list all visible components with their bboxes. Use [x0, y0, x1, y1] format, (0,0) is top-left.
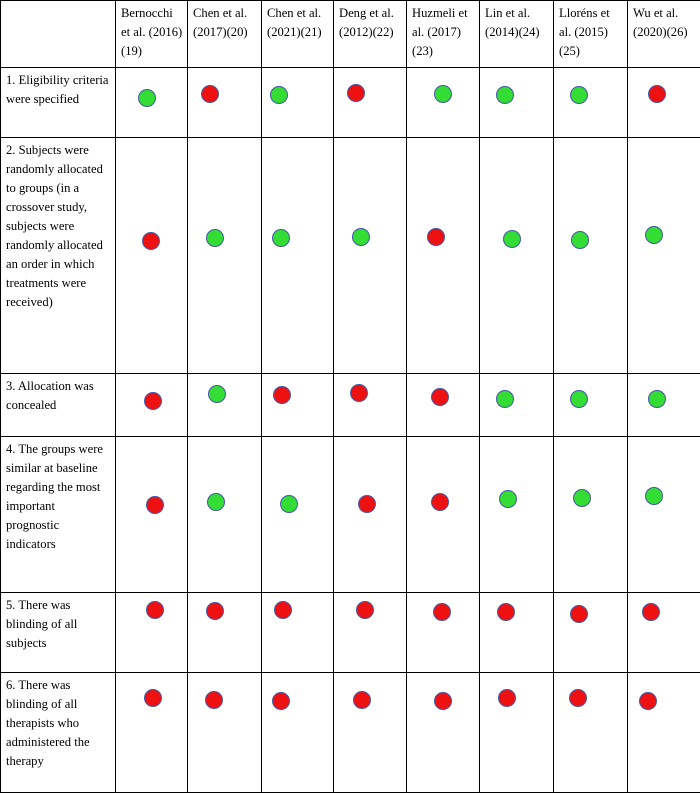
rating-cell	[116, 673, 188, 793]
rating-cell	[262, 68, 334, 138]
rating-cell	[188, 374, 262, 437]
rating-cell	[628, 593, 700, 673]
criterion-row	[1, 673, 700, 793]
rating-cell	[116, 138, 188, 374]
rating-cell	[480, 138, 554, 374]
rating-dot	[270, 86, 288, 104]
rating-dot	[570, 605, 588, 623]
rating-cell	[554, 593, 628, 673]
rating-cell	[334, 593, 407, 673]
rating-cell	[407, 437, 480, 593]
rating-dot	[570, 86, 588, 104]
rating-cell	[334, 68, 407, 138]
criterion-label: 5. There was blinding of all subjects	[1, 593, 116, 673]
rating-cell	[407, 374, 480, 437]
criterion-row	[1, 593, 700, 673]
study-header: Wu et al. (2020)(26)	[628, 1, 700, 68]
rating-dot	[274, 601, 292, 619]
rating-dot	[146, 496, 164, 514]
criterion-label: 1. Eligibility criteria were specified	[1, 68, 116, 138]
rating-cell	[116, 437, 188, 593]
study-header: Chen et al. (2021)(21)	[262, 1, 334, 68]
rating-dot	[201, 85, 219, 103]
criterion-label: 6. There was blinding of all therapists who administered the therapy	[1, 673, 116, 793]
criterion-label: 3. Allocation was concealed	[1, 374, 116, 437]
criterion-row	[1, 138, 700, 374]
criterion-row	[1, 374, 700, 437]
rating-dot	[434, 85, 452, 103]
rating-cell	[334, 673, 407, 793]
rating-cell	[262, 437, 334, 593]
rating-cell	[628, 437, 700, 593]
rating-cell	[334, 138, 407, 374]
rating-dot	[272, 692, 290, 710]
rating-dot	[352, 228, 370, 246]
rating-dot	[648, 85, 666, 103]
rating-dot	[142, 232, 160, 250]
rating-cell	[554, 68, 628, 138]
rating-cell	[188, 437, 262, 593]
rating-dot	[503, 230, 521, 248]
study-header: Chen et al. (2017)(20)	[188, 1, 262, 68]
rating-cell	[262, 673, 334, 793]
rating-dot	[639, 692, 657, 710]
rating-cell	[628, 374, 700, 437]
rating-dot	[273, 386, 291, 404]
rating-cell	[628, 673, 700, 793]
rating-dot	[433, 603, 451, 621]
rating-cell	[334, 374, 407, 437]
rating-dot	[146, 601, 164, 619]
study-header: Lloréns et al. (2015)(25)	[554, 1, 628, 68]
rating-dot	[353, 691, 371, 709]
rating-cell	[480, 68, 554, 138]
rating-dot	[206, 602, 224, 620]
rating-cell	[188, 593, 262, 673]
rating-cell	[480, 374, 554, 437]
rating-dot	[571, 231, 589, 249]
rating-dot	[496, 390, 514, 408]
rating-dot	[642, 603, 660, 621]
rating-dot	[427, 228, 445, 246]
rating-dot	[573, 489, 591, 507]
rating-dot	[569, 689, 587, 707]
rating-dot	[358, 495, 376, 513]
criterion-row	[1, 437, 700, 593]
rating-cell	[334, 437, 407, 593]
header-row	[1, 1, 700, 68]
rating-cell	[116, 593, 188, 673]
rating-cell	[628, 68, 700, 138]
rating-dot	[207, 493, 225, 511]
criterion-row	[1, 68, 700, 138]
rating-dot	[434, 692, 452, 710]
criterion-label: 2. Subjects were randomly allocated to groups (in a crossover study, subjects were randomly allocated an order in which treatments were received)	[1, 138, 116, 374]
rating-cell	[480, 673, 554, 793]
rating-cell	[407, 593, 480, 673]
study-header: Bernocchi et al. (2016)(19)	[116, 1, 188, 68]
rating-cell	[262, 374, 334, 437]
rating-cell	[262, 138, 334, 374]
rating-dot	[347, 84, 365, 102]
study-header: Huzmeli et al. (2017)(23)	[407, 1, 480, 68]
rating-cell	[188, 138, 262, 374]
rating-dot	[350, 384, 368, 402]
rating-dot	[208, 385, 226, 403]
rating-cell	[480, 437, 554, 593]
rating-cell	[262, 593, 334, 673]
rating-dot	[645, 487, 663, 505]
rating-cell	[116, 374, 188, 437]
rating-dot	[138, 89, 156, 107]
corner-cell	[1, 1, 116, 68]
rating-cell	[188, 673, 262, 793]
rating-dot	[205, 691, 223, 709]
study-header: Lin et al. (2014)(24)	[480, 1, 554, 68]
rating-dot	[570, 390, 588, 408]
rating-cell	[407, 68, 480, 138]
rating-cell	[407, 138, 480, 374]
criterion-label: 4. The groups were similar at baseline regarding the most important prognostic indicators	[1, 437, 116, 593]
rating-cell	[554, 374, 628, 437]
rating-dot	[431, 493, 449, 511]
rating-dot	[144, 392, 162, 410]
rating-cell	[116, 68, 188, 138]
rating-cell	[554, 138, 628, 374]
rating-cell	[188, 68, 262, 138]
rating-cell	[554, 437, 628, 593]
rating-dot	[272, 229, 290, 247]
study-header: Deng et al. (2012)(22)	[334, 1, 407, 68]
rating-dot	[648, 390, 666, 408]
rating-dot	[431, 388, 449, 406]
rating-dot	[496, 86, 514, 104]
rating-cell	[407, 673, 480, 793]
rating-dot	[144, 689, 162, 707]
rating-dot	[645, 226, 663, 244]
rating-dot	[497, 603, 515, 621]
rating-dot	[206, 229, 224, 247]
rating-dot	[498, 689, 516, 707]
rating-cell	[628, 138, 700, 374]
rating-dot	[356, 601, 374, 619]
rating-dot	[280, 495, 298, 513]
rating-dot	[499, 490, 517, 508]
rating-cell	[554, 673, 628, 793]
rating-cell	[480, 593, 554, 673]
